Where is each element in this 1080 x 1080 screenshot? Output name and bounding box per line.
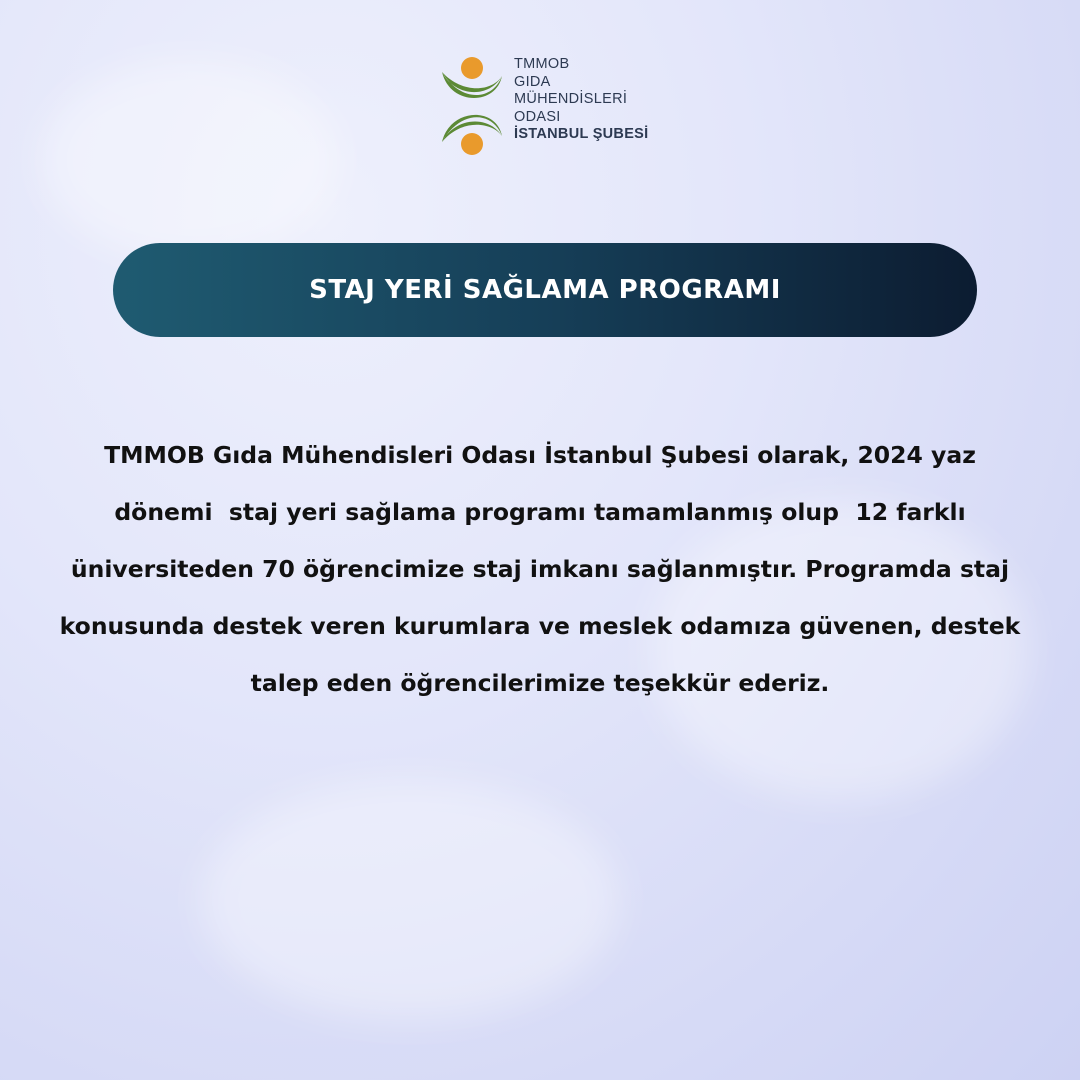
body-line: dönemi staj yeri sağlama programı tamamlanmış olup 12 farklı <box>114 498 966 526</box>
body-line: üniversiteden 70 öğrencimize staj imkanı sağlanmıştır. Programda staj <box>70 555 1010 583</box>
logo-line-muhendisleri: MÜHENDİSLERİ <box>514 91 628 107</box>
body-line: talep eden öğrencilerimize teşekkür ederiz. <box>250 669 830 697</box>
logo-line-gida: GIDA <box>514 73 551 90</box>
title-banner <box>113 243 977 337</box>
announcement-text <box>20 427 1060 712</box>
logo-line-odasi: ODASI <box>514 108 561 125</box>
logo-text <box>514 56 648 144</box>
background-texture <box>40 60 340 260</box>
background-texture <box>200 780 620 1020</box>
logo-line-tmmob: TMMOB <box>514 56 570 72</box>
logo-line-sube: İSTANBUL ŞUBESİ <box>514 126 649 142</box>
page-title: STAJ YERİ SAĞLAMA PROGRAMI <box>309 275 781 305</box>
body-line: konusunda destek veren kurumlara ve meslek odamıza güvenen, destek <box>59 612 1021 640</box>
body-line: TMMOB Gıda Mühendisleri Odası İstanbul Şubesi olarak, 2024 yaz <box>104 441 976 469</box>
